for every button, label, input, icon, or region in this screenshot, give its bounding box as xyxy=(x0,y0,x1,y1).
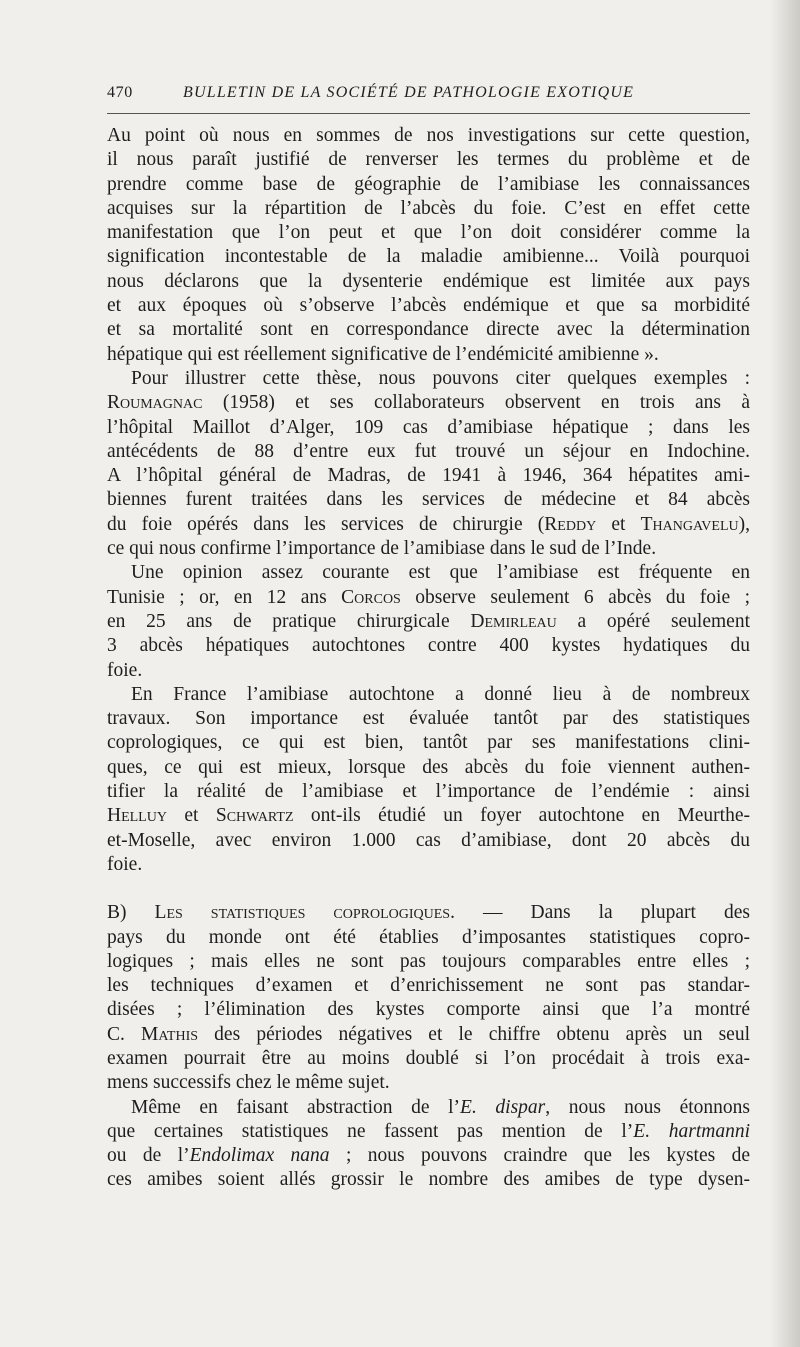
text-line: logiques ; mais elles ne sont pas toujours comparables entre elles ; xyxy=(107,950,750,972)
text-line: ques, ce qui est mieux, lorsque des abcès du foie viennent authen- xyxy=(107,756,750,778)
author-name: Demirleau xyxy=(470,610,557,632)
text-line xyxy=(107,901,750,925)
journal-title: BULLETIN DE LA SOCIÉTÉ DE PATHOLOGIE EXOTIQUE xyxy=(183,84,635,101)
text-line: En France l’amibiase autochtone a donné lieu à de nombreux xyxy=(131,683,750,705)
text-line xyxy=(107,1096,750,1120)
text-run: que certaines statistiques ne fassent pas mention de l’ xyxy=(107,1120,634,1142)
author-name: Helluy xyxy=(107,805,167,827)
body-text xyxy=(107,124,750,1193)
text-line: et aux époques où s’observe l’abcès endémique et que sa morbidité xyxy=(107,295,750,317)
text-line: A l’hôpital général de Madras, de 1941 à 1946, 364 hépatites ami- xyxy=(107,465,750,487)
text-line: biennes furent traitées dans les services de médecine et 84 abcès xyxy=(107,489,750,511)
text-run: ont-ils étudié un foyer autochtone en Meurthe- xyxy=(293,805,750,827)
text-run: du foie opérés dans les services de chirurgie ( xyxy=(107,513,545,535)
text-line: ce qui nous confirme l’importance de l’amibiase dans le sud de l’Inde. xyxy=(107,538,657,560)
text-run: a opéré seulement xyxy=(556,610,750,632)
text-run: observe seulement 6 abcès du foie ; xyxy=(400,586,750,608)
text-run: Tunisie ; or, en 12 ans xyxy=(107,586,342,608)
author-name: Thangavelu xyxy=(640,513,739,535)
species-name: E. hartmanni xyxy=(633,1120,750,1142)
text-line: les techniques d’examen et d’enrichissement ne sont pas standar- xyxy=(107,975,750,997)
text-line xyxy=(107,610,750,634)
text-line xyxy=(107,804,750,828)
author-name: Corcos xyxy=(341,586,401,608)
text-line: tifier la réalité de l’amibiase et l’importance de l’endémie : ainsi xyxy=(107,781,750,803)
page-number: 470 xyxy=(107,84,133,101)
text-line: Pour illustrer cette thèse, nous pouvons citer quelques exemples : xyxy=(131,367,750,389)
text-run: ; nous pouvons craindre que les kystes de xyxy=(329,1145,751,1167)
text-line: prendre comme base de géographie de l’amibiase les connaissances xyxy=(107,173,750,195)
section-gap xyxy=(107,877,750,901)
text-line xyxy=(107,1120,750,1144)
text-run: et xyxy=(596,513,641,535)
text-run: ou de l’ xyxy=(107,1145,190,1167)
header-rule xyxy=(107,113,750,114)
text-line: hépatique qui est réellement significative de l’endémicité amibienne ». xyxy=(107,343,659,365)
text-run: Même en faisant abstraction de l’ xyxy=(131,1096,461,1118)
author-name: Roumagnac xyxy=(107,392,203,414)
page-edge-shadow xyxy=(770,0,800,1347)
text-line xyxy=(107,1023,750,1047)
text-line xyxy=(107,391,750,415)
text-run: C. xyxy=(107,1023,142,1045)
text-line: travaux. Son importance est évaluée tantôt par des statistiques xyxy=(107,708,750,730)
text-line: et sa mortalité sont en correspondance directe avec la détermination xyxy=(107,319,750,341)
author-name: Schwartz xyxy=(215,805,294,827)
text-line: disées ; l’élimination des kystes comporte ainsi que l’a montré xyxy=(107,999,750,1021)
text-line: il nous paraît justifié de renverser les termes du problème et de xyxy=(107,149,750,171)
author-name: Les statistiques coprologiques. xyxy=(154,902,455,924)
text-line xyxy=(107,1144,750,1168)
text-line: manifestation que l’on peut et que l’on doit considérer comme la xyxy=(107,222,750,244)
text-line xyxy=(107,586,750,610)
text-line: ces amibes soient allés grossir le nombre des amibes de type dysen- xyxy=(107,1169,750,1191)
author-name: Reddy xyxy=(544,513,597,535)
text-run: ), xyxy=(738,513,750,535)
text-line: 3 abcès hépatiques autochtones contre 400 kystes hydatiques du xyxy=(107,635,750,657)
text-line: l’hôpital Maillot d’Alger, 109 cas d’amibiase hépatique ; dans les xyxy=(107,416,750,438)
text-line xyxy=(107,513,750,537)
text-run: B) xyxy=(107,902,155,924)
author-name: Mathis xyxy=(141,1023,199,1045)
text-line: mens successifs chez le même sujet. xyxy=(107,1072,390,1094)
text-line: acquises sur la répartition de l’abcès du foie. C’est en effet cette xyxy=(107,197,750,219)
species-name: Endolimax nana xyxy=(189,1145,330,1167)
text-run: , nous nous étonnons xyxy=(545,1096,751,1118)
text-line: signification incontestable de la maladie amibienne... Voilà pourquoi xyxy=(107,246,750,268)
text-line: et-Moselle, avec environ 1.000 cas d’amibiase, dont 20 abcès du xyxy=(107,829,750,851)
text-line: pays du monde ont été établies d’imposantes statistiques copro- xyxy=(107,926,750,948)
text-run: — Dans la plupart des xyxy=(454,902,750,924)
text-line: examen pourrait être au moins doublé si l’on procédait à trois exa- xyxy=(107,1047,750,1069)
text-line: antécédents de 88 d’entre eux fut trouvé un séjour en Indochine. xyxy=(107,440,750,462)
text-run: en 25 ans de pratique chirurgicale xyxy=(107,610,471,632)
species-name: E. dispar xyxy=(460,1096,546,1118)
text-line: nous déclarons que la dysenterie endémique est limitée aux pays xyxy=(107,270,750,292)
text-run: et xyxy=(166,805,216,827)
text-line: foie. xyxy=(107,659,143,681)
text-run: des périodes négatives et le chiffre obtenu après un seul xyxy=(198,1023,750,1045)
text-line: coprologiques, ce qui est bien, tantôt par ses manifestations clini- xyxy=(107,732,750,754)
text-line: Au point où nous en sommes de nos investigations sur cette question, xyxy=(107,125,750,146)
text-line: foie. xyxy=(107,853,143,875)
text-line: Une opinion assez courante est que l’amibiase est fréquente en xyxy=(131,562,750,584)
text-run: (1958) et ses collaborateurs observent en trois ans à xyxy=(202,392,750,414)
